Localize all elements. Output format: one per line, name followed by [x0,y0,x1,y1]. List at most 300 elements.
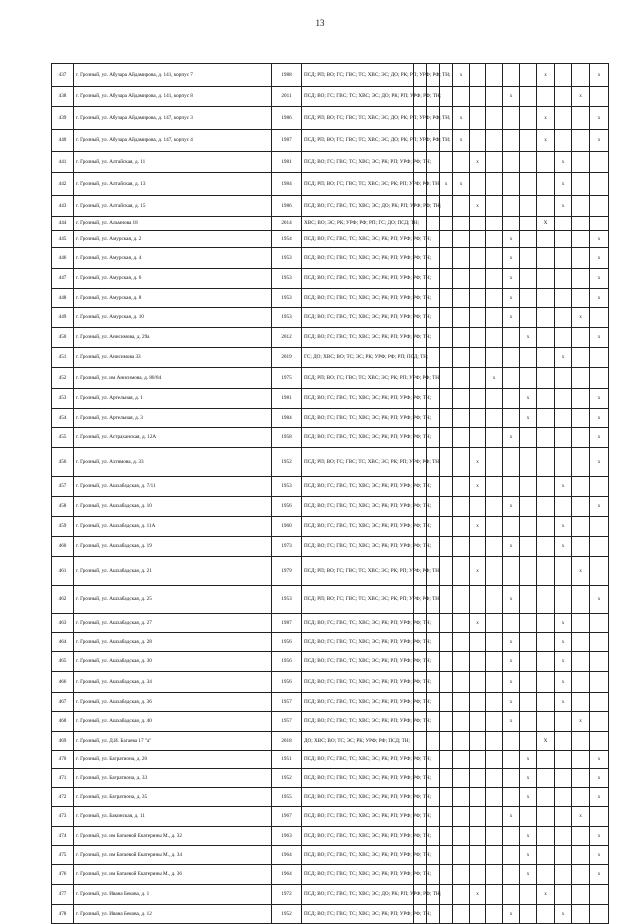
empty-cell [486,196,503,217]
empty-cell [590,807,609,827]
table-row [52,428,609,448]
empty-cell [572,289,590,308]
empty-cell [537,269,555,289]
empty-cell [486,107,503,130]
empty-cell [486,152,503,173]
empty-cell [470,389,486,409]
empty-cell [590,672,609,693]
empty-cell [590,614,609,633]
empty-cell [440,308,453,328]
empty-cell [555,107,572,130]
mark-cell: х [503,586,520,614]
mark-cell: х [503,807,520,827]
address-cell: г. Грозный, ул. Ивана Бекова, д. 1 [74,885,272,905]
year-cell: 1986 [272,107,302,130]
year-cell: 1953 [272,308,302,328]
empty-cell [537,428,555,448]
year-cell: 2019 [272,348,302,368]
year-cell: 1953 [272,269,302,289]
empty-cell [486,633,503,652]
table-row [52,905,609,924]
empty-cell [440,389,453,409]
empty-cell [590,712,609,732]
empty-cell [453,732,470,751]
address-cell: г. Грозный, ул. Анисимова, д. 29а [74,328,272,348]
empty-cell [453,807,470,827]
row-number: 447 [52,269,74,289]
row-number: 455 [52,428,74,448]
table-row [52,269,609,289]
mark-cell: х [503,652,520,672]
empty-cell [537,769,555,788]
empty-cell [453,248,470,269]
empty-cell [470,865,486,885]
empty-cell [555,269,572,289]
mark-cell: х [590,64,609,87]
empty-cell [470,308,486,328]
empty-cell [555,328,572,348]
empty-cell [537,409,555,428]
empty-cell [440,409,453,428]
address-cell: г. Грозный, ул. Алтайская, д. 13 [74,173,272,196]
mark-cell: х [503,712,520,732]
address-cell: г. Грозный, ул. Абузара Айдамирова, д. 147, корпус 4 [74,130,272,152]
empty-cell [537,389,555,409]
row-number: 457 [52,477,74,497]
empty-cell [572,497,590,517]
table-row [52,231,609,248]
empty-cell [572,348,590,368]
mark-cell: х [520,788,537,807]
empty-cell [590,217,609,231]
empty-cell [453,269,470,289]
address-cell: г. Грозный, ул. Ашхабадская, д. 25 [74,586,272,614]
empty-cell [520,64,537,87]
table-row [52,827,609,846]
empty-cell [555,289,572,308]
address-cell: г. Грозный, ул. Д.И. Багаева 17 "а" [74,732,272,751]
empty-cell [470,173,486,196]
empty-cell [555,788,572,807]
row-number: 458 [52,497,74,517]
empty-cell [440,477,453,497]
empty-cell [555,712,572,732]
table-row [52,217,609,231]
empty-cell [520,308,537,328]
empty-cell [486,477,503,497]
empty-cell [503,173,520,196]
row-number: 461 [52,557,74,586]
empty-cell [572,130,590,152]
empty-cell [486,586,503,614]
empty-cell [470,409,486,428]
mark-cell: х [470,614,486,633]
mark-cell: х [453,173,470,196]
table-row [52,448,609,477]
empty-cell [503,368,520,389]
mark-cell: х [555,652,572,672]
empty-cell [572,905,590,924]
works-cell: ПСД; ВО; ГС; ГВС; ТС; ХВС; ЭС; РК; РП; УРФ; РФ; ТН; [302,517,414,537]
address-cell: г. Грозный, ул. Ашхабадская, д. 10 [74,497,272,517]
empty-cell [440,217,453,231]
empty-cell [537,248,555,269]
empty-cell [572,788,590,807]
year-cell: 1972 [272,885,302,905]
empty-cell [453,517,470,537]
mark-cell: х [590,788,609,807]
empty-cell [427,348,440,368]
empty-cell [470,788,486,807]
empty-cell [572,368,590,389]
empty-cell [486,865,503,885]
empty-cell [470,712,486,732]
empty-cell [486,428,503,448]
works-cell: ПСД; ВО; ГС; ГВС; ТС; ХВС; ЭС; РК; РП; УРФ; РФ; ТН; [302,751,414,769]
empty-cell [486,672,503,693]
address-cell: г. Грозный, ул. Амурская, д. 4 [74,248,272,269]
mark-cell: х [590,827,609,846]
empty-cell [440,586,453,614]
empty-cell [440,732,453,751]
mark-cell: х [555,537,572,557]
empty-cell [440,368,453,389]
empty-cell [470,846,486,865]
year-cell: 1952 [272,769,302,788]
address-cell: г. Грозный, ул. Ахтямова, д. 33 [74,448,272,477]
row-number: 478 [52,905,74,924]
empty-cell [440,497,453,517]
mark-cell: х [503,269,520,289]
address-cell: г. Грозный, ул. Артельная, д. 3 [74,409,272,428]
table-row [52,557,609,586]
empty-cell [486,732,503,751]
empty-cell [486,846,503,865]
mark-cell: х [520,827,537,846]
works-cell: ПСД; ВО; ГС; ГВС; ТС; ХВС; ЭС; РК; РП; УРФ; РФ; ТН; [302,865,414,885]
address-cell: г. Грозный, ул. Амурская, д. 8 [74,289,272,308]
empty-cell [590,196,609,217]
empty-cell [453,586,470,614]
empty-cell [590,87,609,107]
mark-cell: х [503,537,520,557]
empty-cell [440,633,453,652]
empty-cell [572,152,590,173]
mark-cell: х [555,905,572,924]
empty-cell [440,537,453,557]
works-cell: ПСД; ВО; ГС; ГВС; ТС; ХВС; ЭС; РК; РП; УРФ; РФ; ТН; [302,788,414,807]
address-cell: г. Грозный, ул. Анисимова 33 [74,348,272,368]
empty-cell [555,217,572,231]
year-cell: 1984 [272,173,302,196]
empty-cell [486,269,503,289]
mark-cell: х [520,409,537,428]
empty-cell [520,231,537,248]
empty-cell [572,751,590,769]
mark-cell: х [555,672,572,693]
address-cell: г. Грозный, ул. им Анисимова, д. 80/84 [74,368,272,389]
empty-cell [537,537,555,557]
row-number: 462 [52,586,74,614]
mark-cell: х [470,517,486,537]
empty-cell [440,788,453,807]
empty-cell [503,732,520,751]
empty-cell [486,751,503,769]
empty-cell [537,497,555,517]
empty-cell [486,173,503,196]
mark-cell: х [572,557,590,586]
mark-cell: х [590,107,609,130]
mark-cell: х [520,865,537,885]
table-row [52,152,609,173]
mark-cell: х [555,152,572,173]
empty-cell [590,557,609,586]
table-row [52,289,609,308]
table-row [52,693,609,712]
mark-cell: х [572,712,590,732]
empty-cell [453,652,470,672]
empty-cell [537,712,555,732]
empty-cell [440,827,453,846]
empty-cell [503,846,520,865]
table-row [52,652,609,672]
mark-cell: х [470,477,486,497]
empty-cell [520,289,537,308]
empty-cell [470,905,486,924]
empty-cell [470,348,486,368]
empty-cell [453,231,470,248]
empty-cell [537,827,555,846]
empty-cell [537,807,555,827]
mark-cell: х [590,248,609,269]
address-cell: г. Грозный, ул. Ашхабадская, д. 21 [74,557,272,586]
empty-cell [440,672,453,693]
empty-cell [590,348,609,368]
empty-cell [440,712,453,732]
works-cell: ГС; ДО; ХВС; ВО; ТС; ЭС; РК; УРФ; РФ; РП; ПСД; ТН; [302,348,414,368]
row-number: 445 [52,231,74,248]
mark-cell: х [590,389,609,409]
empty-cell [470,64,486,87]
empty-cell [440,348,453,368]
empty-cell [590,885,609,905]
year-cell: 1967 [272,807,302,827]
mark-cell: х [453,64,470,87]
works-cell: ПСД; РП; ВО; ГС; ГВС; ТС; ХВС; ЭС; ДО; РК; РП; УРФ; РФ; ТН; [302,130,414,152]
mark-cell: х [572,308,590,328]
mark-cell: х [590,497,609,517]
row-number: 463 [52,614,74,633]
year-cell: 1981 [272,152,302,173]
mark-cell: х [555,633,572,652]
mark-cell: х [503,428,520,448]
empty-cell [537,368,555,389]
empty-cell [572,652,590,672]
row-number: 475 [52,846,74,865]
empty-cell [572,769,590,788]
mark-cell: х [453,107,470,130]
mark-cell: х [537,107,555,130]
empty-cell [503,152,520,173]
empty-cell [537,87,555,107]
address-cell: г. Грозный, ул. Ашхабадская, д. 34 [74,672,272,693]
mark-cell: х [590,846,609,865]
empty-cell [440,231,453,248]
empty-cell [440,905,453,924]
empty-cell [440,652,453,672]
mark-cell: х [470,885,486,905]
address-cell: г. Грозный, ул. Багратиона, д. 35 [74,788,272,807]
empty-cell [453,152,470,173]
empty-cell [572,846,590,865]
empty-cell [520,905,537,924]
empty-cell [503,448,520,477]
empty-cell [453,885,470,905]
empty-cell [572,732,590,751]
empty-cell [503,130,520,152]
mark-cell: х [590,865,609,885]
empty-cell [503,389,520,409]
empty-cell [470,231,486,248]
empty-cell [537,448,555,477]
empty-cell [572,614,590,633]
empty-cell [537,652,555,672]
empty-cell [486,308,503,328]
empty-cell [555,368,572,389]
mark-cell: х [572,807,590,827]
empty-cell [453,368,470,389]
year-cell: 1973 [272,537,302,557]
year-cell: 1956 [272,497,302,517]
address-cell: г. Грозный, ул. Алтайская, д. 11 [74,152,272,173]
year-cell: 1957 [272,693,302,712]
empty-cell [572,517,590,537]
works-cell: ПСД; РП; ВО; ГС; ГВС; ТС; ХВС; ЭС; ДО; РК; РП; УРФ; РФ; ТН; [302,107,414,130]
empty-cell [470,269,486,289]
mark-cell: х [503,497,520,517]
empty-cell [453,751,470,769]
works-cell: ПСД; ВО; ГС; ГВС; ТС; ХВС; ЭС; ДО; РК; РП; УРФ; РФ; ТН; [302,87,414,107]
empty-cell [572,196,590,217]
works-cell: ПСД; ВО; ГС; ГВС; ТС; ХВС; ЭС; РК; РП; УРФ; РФ; ТН; [302,428,414,448]
empty-cell [453,693,470,712]
mark-cell: х [486,368,503,389]
works-cell: ПСД; ВО; ГС; ГВС; ТС; ХВС; ЭС; РК; РП; УРФ; РФ; ТН; [302,152,414,173]
empty-cell [486,231,503,248]
empty-cell [440,846,453,865]
empty-cell [590,652,609,672]
empty-cell [440,269,453,289]
row-number: 439 [52,107,74,130]
mark-cell: х [590,328,609,348]
empty-cell [470,827,486,846]
empty-cell [555,751,572,769]
table-row [52,865,609,885]
empty-cell [470,428,486,448]
row-number: 453 [52,389,74,409]
works-cell: ПСД; ВО; ГС; ГВС; ТС; ХВС; ЭС; РК; РП; УРФ; РФ; ТН; [302,905,414,924]
empty-cell [453,497,470,517]
empty-cell [572,428,590,448]
empty-cell [470,497,486,517]
year-cell: 2011 [272,87,302,107]
empty-cell [537,173,555,196]
row-number: 477 [52,885,74,905]
address-cell: г. Грозный, ул. Багратиона, д. 33 [74,769,272,788]
empty-cell [572,537,590,557]
empty-cell [440,769,453,788]
works-cell: ПСД; ВО; ГС; ГВС; ТС; ХВС; ЭС; РК; РП; УРФ; РФ; ТН; [302,289,414,308]
mark-cell: х [537,64,555,87]
empty-cell [453,348,470,368]
year-cell: 1953 [272,477,302,497]
row-number: 444 [52,217,74,231]
empty-cell [572,693,590,712]
empty-cell [520,477,537,497]
empty-cell [520,693,537,712]
mark-cell: х [590,586,609,614]
empty-cell [470,368,486,389]
empty-cell [503,107,520,130]
empty-cell [590,633,609,652]
mark-cell: х [503,905,520,924]
empty-cell [486,614,503,633]
mark-cell: х [590,231,609,248]
table-row [52,64,609,87]
empty-cell [486,217,503,231]
empty-cell [537,846,555,865]
works-cell: ХВС; ВО; ЭС; РК; УРФ; РФ; РП; ГС; ДО; ПСД; ТН; [302,217,414,231]
address-cell: г. Грозный, ул. Амурская, д. 6 [74,269,272,289]
empty-cell [470,289,486,308]
row-number: 440 [52,130,74,152]
empty-cell [486,905,503,924]
row-number: 446 [52,248,74,269]
year-cell: 1957 [272,712,302,732]
row-number: 443 [52,196,74,217]
table-row [52,368,609,389]
table-row [52,846,609,865]
empty-cell [470,217,486,231]
empty-cell [440,289,453,308]
empty-cell [470,652,486,672]
empty-cell [520,672,537,693]
year-cell: 1963 [272,827,302,846]
row-number: 460 [52,537,74,557]
table-row [52,517,609,537]
works-cell: ПСД; ВО; ГС; ГВС; ТС; ХВС; ЭС; РК; РП; УРФ; РФ; ТН; [302,633,414,652]
works-cell: ПСД; ВО; ГС; ГВС; ТС; ХВС; ЭС; РК; РП; УРФ; РФ; ТН; [302,827,414,846]
year-cell: 1956 [272,633,302,652]
empty-cell [572,173,590,196]
empty-cell [537,196,555,217]
empty-cell [520,586,537,614]
empty-cell [470,87,486,107]
table-row [52,732,609,751]
empty-cell [453,196,470,217]
empty-cell [453,217,470,231]
empty-cell [486,537,503,557]
empty-cell [453,557,470,586]
mark-cell: х [590,269,609,289]
empty-cell [520,712,537,732]
empty-cell [503,196,520,217]
year-cell: 1964 [272,846,302,865]
empty-cell [486,409,503,428]
mark-cell: х [520,389,537,409]
works-cell: ПСД; ВО; ГС; ГВС; ТС; ХВС; ЭС; РК; РП; УРФ; РФ; ТН; [302,846,414,865]
mark-cell: х [555,614,572,633]
